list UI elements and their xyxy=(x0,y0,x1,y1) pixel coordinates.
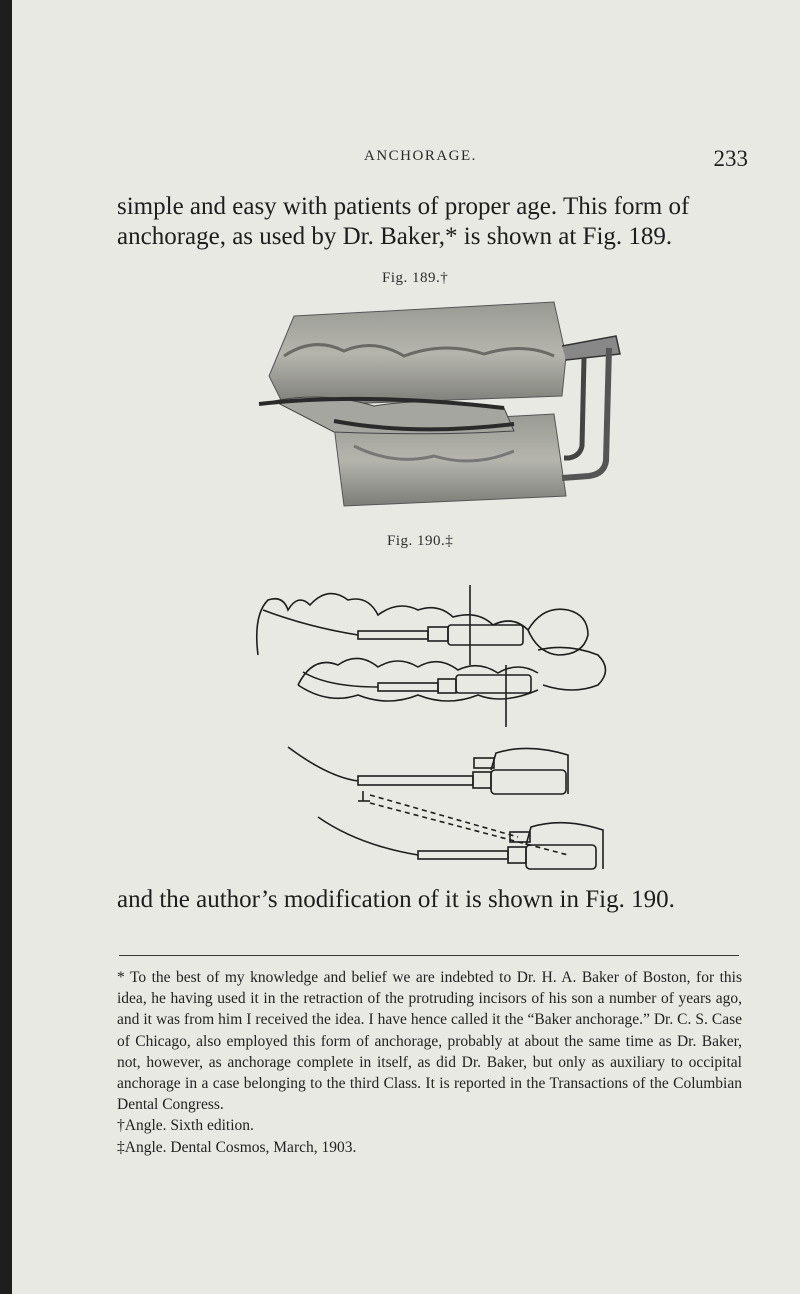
paragraph-2: and the author’s modification of it is shown in Fig. 190. xyxy=(117,886,675,913)
fig-190-line-drawing xyxy=(238,555,633,875)
footnote-dagger: †Angle. Sixth edition. xyxy=(117,1117,254,1135)
footnote-rule xyxy=(119,955,739,956)
book-page xyxy=(12,0,800,1294)
page-number: 233 xyxy=(713,146,748,171)
fig-190-caption: Fig. 190.‡ xyxy=(387,533,454,549)
footnote-main: * To the best of my knowledge and belief we are indebted to Dr. H. A. Baker of Boston, for this idea, he having used it in the retraction of the protruding incisors of his son a number of years ago, and it was from him I received the idea. I have hence called it the “Baker anchorage.” Dr. C. S. Case of Chicago, also employed this form of anchorage, probably at about the same time as Dr. Baker, not, however, as anchorage complete in itself, as did Dr. Baker, but only as auxiliary to occipital anchorage in a case belonging to the third Class. It is reported in the Transactions of the Columbian Dental Congress. xyxy=(117,969,742,1114)
footnote-double-dagger: ‡Angle. Dental Cosmos, March, 1903. xyxy=(117,1138,357,1156)
paragraph-1: simple and easy with patients of proper age. This form of anchorage, as used by Dr. Baker,* is shown at Fig. 189. xyxy=(117,193,690,250)
running-head: ANCHORAGE. xyxy=(364,148,477,164)
fig-189-dental-cast-photo xyxy=(244,296,634,511)
footnotes xyxy=(117,967,742,1158)
fig-189-caption: Fig. 189.† xyxy=(382,270,449,286)
